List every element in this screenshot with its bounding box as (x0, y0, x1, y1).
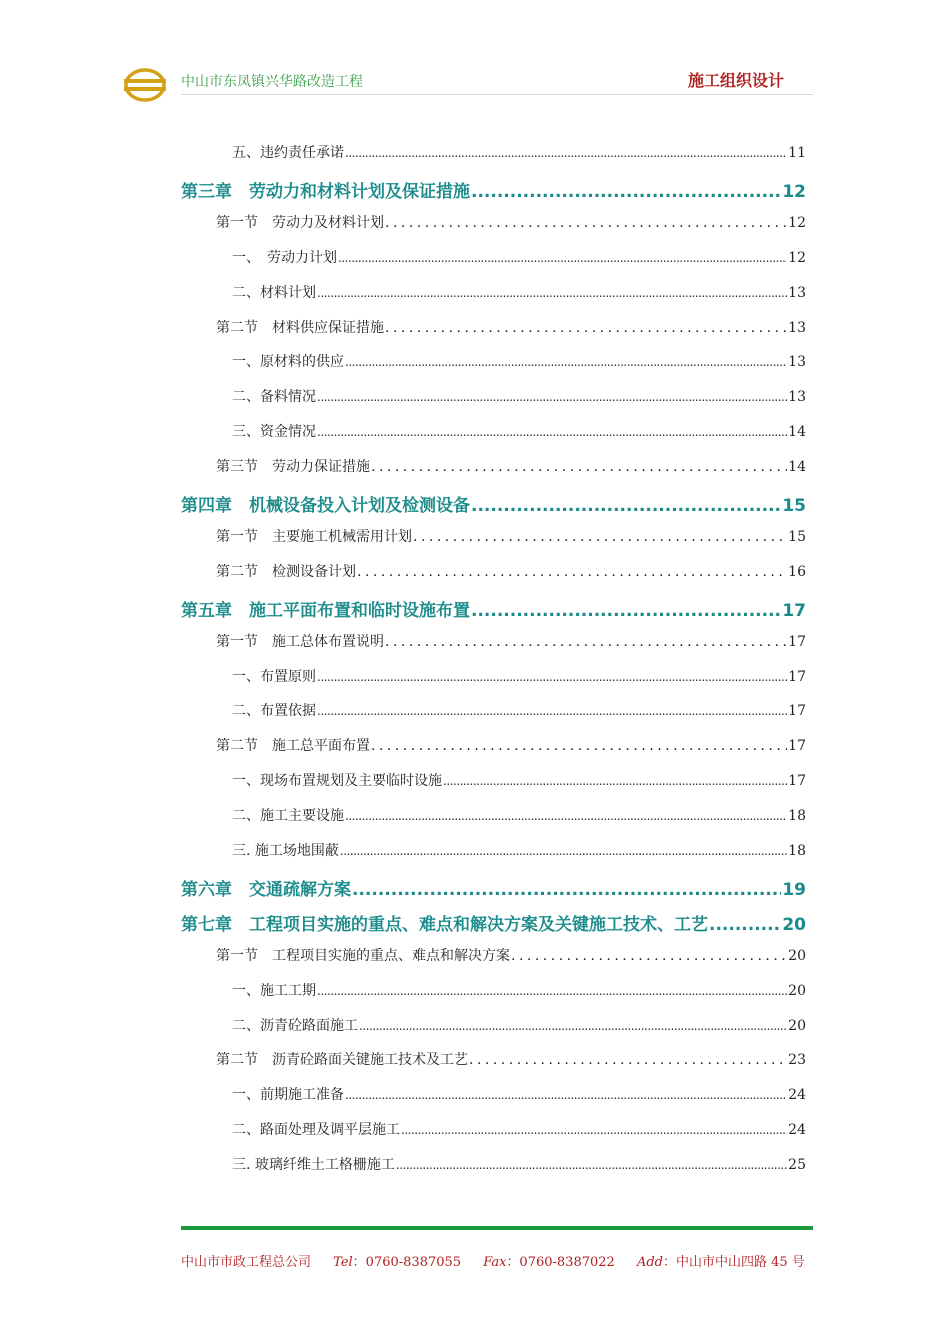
toc-entry-label: 二、沥青砼路面施工 (232, 1017, 358, 1034)
toc-dot-leader (338, 251, 787, 265)
toc-page-number: 13 (788, 389, 806, 406)
toc-dot-leader (317, 286, 787, 300)
footer-tel-label: Tel (333, 1255, 353, 1270)
toc-dot-leader (471, 182, 781, 202)
toc-dot-leader (413, 529, 787, 545)
toc-dot-leader (352, 880, 781, 900)
toc-page-number: 20 (788, 982, 806, 999)
toc-dot-leader (317, 704, 787, 718)
toc-entry-label: 三、资金情况 (232, 424, 316, 441)
toc-entry-label: 第一节 施工总体布置说明 (216, 633, 384, 650)
toc-entry-label: 二、施工主要设施 (232, 808, 344, 825)
page-footer (181, 1251, 805, 1270)
toc-page-number: 14 (788, 459, 806, 476)
footer-tel: ：0760-8387055 (352, 1255, 462, 1270)
toc-dot-leader (317, 670, 787, 684)
toc-dot-leader (345, 1088, 787, 1102)
toc-dot-leader (385, 634, 787, 650)
toc-dot-leader (511, 948, 787, 964)
toc-page-number: 25 (788, 1157, 806, 1174)
toc-entry-label: 第七章 工程项目实施的重点、难点和解决方案及关键施工技术、工艺 (181, 914, 708, 935)
toc-entry-label: 五、违约责任承诺 (232, 145, 344, 161)
toc-dot-leader (371, 459, 787, 475)
toc-chapter-entry[interactable] (181, 177, 806, 202)
toc-page-number: 17 (788, 668, 806, 685)
toc-item-entry[interactable] (232, 421, 806, 441)
footer-fax-label: Fax (483, 1255, 507, 1270)
toc-dot-leader (401, 1123, 787, 1137)
toc-page-number: 24 (788, 1122, 806, 1139)
toc-page-number: 17 (782, 600, 806, 621)
toc-entry-label: 第二节 材料供应保证措施 (216, 319, 384, 336)
footer-company: 中山市市政工程总公司 (181, 1255, 312, 1270)
toc-dot-leader (317, 984, 787, 998)
toc-page-number: 20 (782, 914, 806, 935)
toc-entry-label: 第二节 检测设备计划 (216, 563, 356, 580)
toc-chapter-entry[interactable] (181, 875, 806, 900)
toc-entry-label: 一、布置原则 (232, 668, 316, 685)
toc-item-entry[interactable] (232, 1119, 806, 1139)
toc-entry-label: 第一节 主要施工机械需用计划 (216, 528, 412, 545)
toc-page-number: 12 (782, 181, 806, 202)
toc-page-number: 11 (788, 145, 806, 161)
page-header (124, 62, 814, 98)
toc-dot-leader (385, 215, 787, 231)
toc-section-entry[interactable] (216, 735, 806, 755)
toc-chapter-entry[interactable] (181, 596, 806, 621)
toc-entry-label: 第三章 劳动力和材料计划及保证措施 (181, 181, 470, 202)
toc-page-number: 20 (788, 947, 806, 964)
toc-item-entry[interactable] (232, 805, 806, 825)
toc-page-number: 17 (788, 738, 806, 755)
toc-dot-leader (357, 564, 787, 580)
toc-chapter-entry[interactable] (181, 491, 806, 516)
toc-page-number: 12 (788, 214, 806, 231)
toc-entry-label: 一、施工工期 (232, 982, 316, 999)
toc-dot-leader (471, 601, 781, 621)
toc-item-entry[interactable] (232, 980, 806, 1000)
toc-entry-label: 第一节 劳动力及材料计划 (216, 214, 384, 231)
toc-dot-leader (345, 146, 787, 160)
toc-dot-leader (345, 809, 787, 823)
header-company-name: 中山市东凤镇兴华路改造工程 (181, 74, 363, 90)
toc-section-entry[interactable] (216, 561, 806, 581)
toc-section-entry[interactable] (216, 945, 806, 965)
footer-address-label: Add (636, 1255, 663, 1270)
toc-entry-label: 三. 玻璃纤维土工格栅施工 (232, 1157, 395, 1174)
toc-dot-leader (396, 1158, 787, 1172)
toc-item-entry[interactable] (232, 666, 806, 686)
toc-entry-label: 第二节 施工总平面布置 (216, 738, 370, 755)
toc-item-entry[interactable] (232, 1015, 806, 1035)
footer-address: ：中山市中山四路 45 号 (662, 1255, 805, 1270)
toc-page-number: 17 (788, 703, 806, 720)
toc-item-entry[interactable] (232, 700, 806, 720)
footer-fax: ：0760-8387022 (506, 1255, 615, 1270)
toc-section-entry[interactable] (216, 526, 806, 546)
toc-page-number: 20 (788, 1017, 806, 1034)
toc-dot-leader (345, 355, 787, 369)
toc-dot-leader (469, 1052, 787, 1068)
toc-entry-label: 一、前期施工准备 (232, 1087, 344, 1104)
toc-entry-label: 二、路面处理及调平层施工 (232, 1122, 400, 1139)
toc-page-number: 24 (788, 1087, 806, 1104)
toc-dot-leader (317, 390, 787, 404)
toc-dot-leader (340, 844, 787, 858)
toc-page-number: 19 (782, 879, 806, 900)
toc-entry-label: 第六章 交通疏解方案 (181, 879, 351, 900)
toc-entry-label: 二、布置依据 (232, 703, 316, 720)
toc-dot-leader (471, 496, 781, 516)
toc-page-number: 18 (788, 808, 806, 825)
toc-dot-leader (709, 915, 781, 935)
toc-entry-label: 第五章 施工平面布置和临时设施布置 (181, 600, 470, 621)
company-logo-icon (124, 68, 166, 102)
toc-page-number: 13 (788, 319, 806, 336)
toc-item-entry[interactable] (232, 142, 806, 162)
toc-item-entry[interactable] (232, 247, 806, 267)
toc-dot-leader (385, 320, 787, 336)
toc-item-entry[interactable] (232, 1084, 806, 1104)
toc-entry-label: 第三节 劳动力保证措施 (216, 459, 370, 476)
toc-entry-label: 二、备料情况 (232, 389, 316, 406)
toc-entry-label: 第二节 沥青砼路面关键施工技术及工艺 (216, 1052, 468, 1069)
toc-section-entry[interactable] (216, 1049, 806, 1069)
toc-entry-label: 一、现场布置规划及主要临时设施 (232, 773, 442, 790)
toc-page-number: 12 (788, 249, 806, 266)
toc-entry-label: 第四章 机械设备投入计划及检测设备 (181, 496, 470, 516)
toc-entry-label: 第一节 工程项目实施的重点、难点和解决方案 (216, 947, 510, 964)
toc-page-number: 17 (788, 773, 806, 790)
toc-page-number: 18 (788, 843, 806, 859)
toc-page-number: 13 (788, 284, 806, 301)
toc-page-number: 13 (788, 354, 806, 371)
toc-page-number: 15 (788, 528, 806, 545)
toc-section-entry[interactable] (216, 212, 806, 232)
toc-entry-label: 三. 施工场地围蔽 (232, 843, 339, 859)
toc-entry-label: 一、 劳动力计划 (232, 249, 337, 266)
toc-item-entry[interactable] (232, 282, 806, 302)
toc-item-entry[interactable] (232, 770, 806, 790)
toc-dot-leader (371, 738, 787, 754)
toc-page-number: 14 (788, 424, 806, 441)
toc-item-entry[interactable] (232, 1154, 806, 1174)
toc-item-entry[interactable] (232, 351, 806, 371)
toc-entry-label: 一、原材料的供应 (232, 354, 344, 371)
toc-chapter-entry[interactable] (181, 910, 806, 935)
toc-page-number: 16 (788, 563, 806, 580)
header-divider (181, 94, 813, 95)
toc-dot-leader (317, 425, 787, 439)
footer-divider (181, 1226, 813, 1230)
toc-page-number: 17 (788, 633, 806, 650)
toc-section-entry[interactable] (216, 456, 806, 476)
toc-page-number: 23 (788, 1052, 806, 1069)
toc-page-number: 15 (782, 496, 806, 516)
toc-item-entry[interactable] (232, 386, 806, 406)
toc-section-entry[interactable] (216, 317, 806, 337)
toc-item-entry[interactable] (232, 840, 806, 860)
toc-dot-leader (443, 774, 787, 788)
toc-dot-leader (359, 1019, 787, 1033)
toc-section-entry[interactable] (216, 631, 806, 651)
header-document-title: 施工组织设计 (687, 71, 784, 90)
toc-entry-label: 二、材料计划 (232, 284, 316, 301)
